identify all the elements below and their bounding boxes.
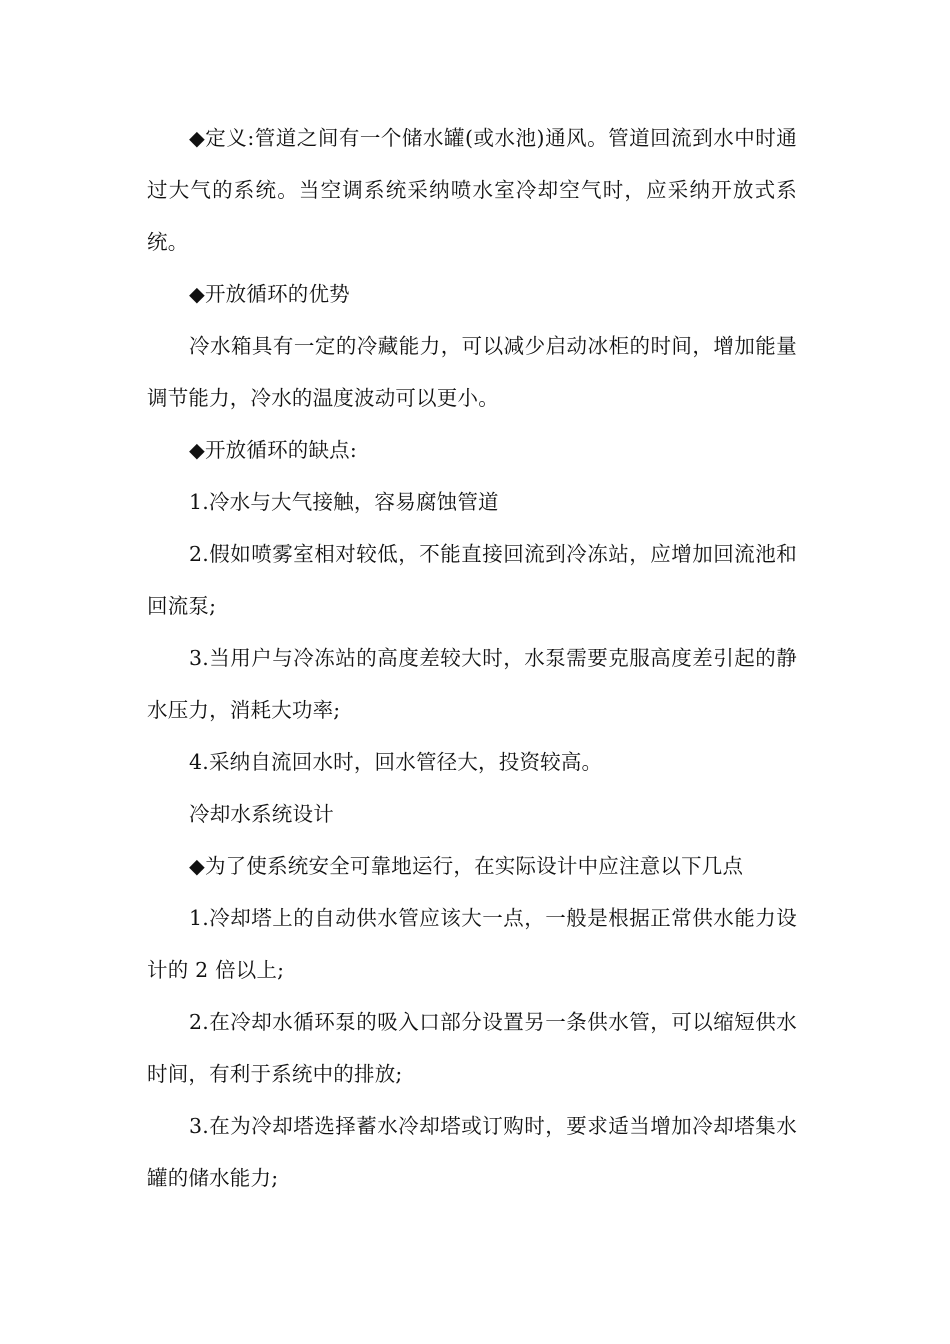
paragraph-disadvantage-1: 1.冷水与大气接触，容易腐蚀管道 [189, 490, 499, 514]
paragraph-disadvantage-4: 4.采纳自流回水时，回水管径大，投资较高。 [189, 750, 603, 774]
paragraph-design-note-2: 2.在冷却水循环泵的吸入口部分设置另一条供水管，可以缩短供水时间，有利于系统中的排放; [147, 1010, 797, 1086]
paragraph-open-cycle-disadvantages-heading: ◆开放循环的缺点: [189, 438, 357, 462]
paragraph-design-note-1: 1.冷却塔上的自动供水管应该大一点，一般是根据正常供水能力设计的 2 倍以上; [147, 906, 797, 982]
paragraph-open-cycle-advantages: 冷水箱具有一定的冷藏能力，可以减少启动冰柜的时间，增加能量调节能力，冷水的温度波动可以更小。 [147, 334, 797, 410]
paragraph-disadvantage-3: 3.当用户与冷冻站的高度差较大时，水泵需要克服高度差引起的静水压力，消耗大功率; [147, 646, 797, 722]
paragraph-design-notes-heading: ◆为了使系统安全可靠地运行，在实际设计中应注意以下几点 [189, 854, 744, 878]
document-body [147, 112, 797, 1204]
paragraph-disadvantage-2: 2.假如喷雾室相对较低，不能直接回流到冷冻站，应增加回流池和回流泵; [147, 542, 797, 618]
paragraph-open-cycle-advantages-heading: ◆开放循环的优势 [189, 282, 350, 306]
paragraph-open-system-definition: ◆定义:管道之间有一个储水罐(或水池)通风。管道回流到水中时通过大气的系统。当空调系统采纳喷水室冷却空气时，应采纳开放式系统。 [147, 126, 797, 254]
paragraph-design-note-3: 3.在为冷却塔选择蓄水冷却塔或订购时，要求适当增加冷却塔集水罐的储水能力; [147, 1114, 797, 1190]
section-heading-cooling-water-design: 冷却水系统设计 [189, 802, 334, 826]
